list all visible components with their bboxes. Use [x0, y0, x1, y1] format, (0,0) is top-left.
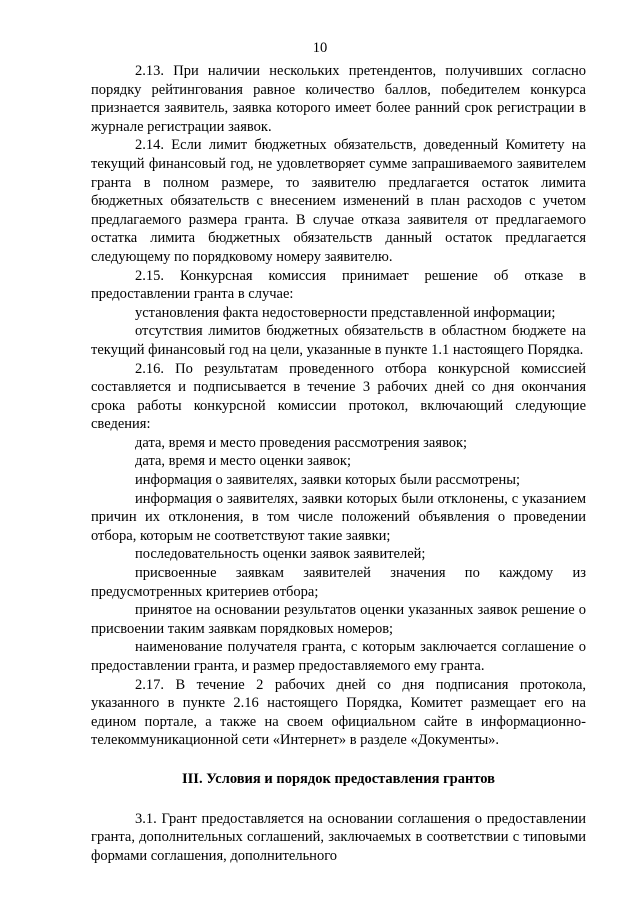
list-item: принятое на основании результатов оценки указанных заявок решение о присвоении таким заявкам порядковых номеров;	[91, 602, 586, 637]
list-item: дата, время и место проведения рассмотрения заявок;	[135, 434, 468, 451]
paragraph-2-17: 2.17. В течение 2 рабочих дней со дня подписания протокола, указанного в пункте 2.16 настоящего Порядка, Комитет размещает его на едином портале, а также на своем официальном сайте в информационно-телекоммуникационной сети «Интернет» в разделе «Документы».	[91, 676, 586, 749]
list-item: отсутствия лимитов бюджетных обязательств в областном бюджете на текущий финансовый год на цели, указанные в пункте 1.1 настоящего Порядка.	[91, 323, 586, 358]
list-item: информация о заявителях, заявки которых были рассмотрены;	[135, 472, 521, 489]
list-item: установления факта недостоверности представленной информации;	[135, 304, 556, 321]
paragraph-2-15: 2.15. Конкурсная комиссия принимает решение об отказе в предоставлении гранта в случае:	[91, 267, 586, 303]
list-item: наименование получателя гранта, с которым заключается соглашение о предоставлении гранта, и размер предоставляемого ему гранта.	[91, 639, 586, 674]
paragraph-2-14: 2.14. Если лимит бюджетных обязательств, доведенный Комитету на текущий финансовый год, не удовлетворяет сумме запрашиваемого заявителем гранта в полном размере, то заявителю предлагается остаток лимита бюджетных обязательств с внесением изменений в план расходов с учетом предлагаемого размера гранта. В случае отказа заявителя от предлагаемого остатка лимита бюджетных обязательств данный остаток предлагается следующему по порядковому номеру заявителю.	[91, 137, 586, 265]
paragraph-2-16: 2.16. По результатам проведенного отбора конкурсной комиссией составляется и подписывается в течение 3 рабочих дней со дня окончания срока работы конкурсной комиссии протокол, включающий следующие сведения:	[91, 360, 586, 433]
list-item: дата, время и место оценки заявок;	[135, 453, 351, 470]
list-item: информация о заявителях, заявки которых были отклонены, с указанием причин их отклонения, в том числе положений объявления о проведении отбора, которым не соответствуют такие заявки;	[91, 490, 586, 544]
page-number: 10	[312, 40, 328, 56]
paragraph-2-13: 2.13. При наличии нескольких претендентов, получивших согласно порядку рейтингования равное количество баллов, победителем конкурса признается заявитель, заявка которого имеет более ранний срок регистрации в журнале регистрации заявок.	[91, 63, 586, 135]
list-item: присвоенные заявкам заявителей значения по каждому из предусмотренных критериев отбора;	[91, 565, 586, 600]
list-item: последовательность оценки заявок заявителей;	[135, 546, 426, 563]
paragraph-3-1: 3.1. Грант предоставляется на основании соглашения о предоставлении гранта, дополнительных соглашений, заключаемых в соответствии с типовыми формами соглашения, дополнительного	[91, 810, 586, 864]
section-heading: III. Условия и порядок предоставления грантов	[182, 770, 495, 787]
document-body	[91, 62, 586, 865]
